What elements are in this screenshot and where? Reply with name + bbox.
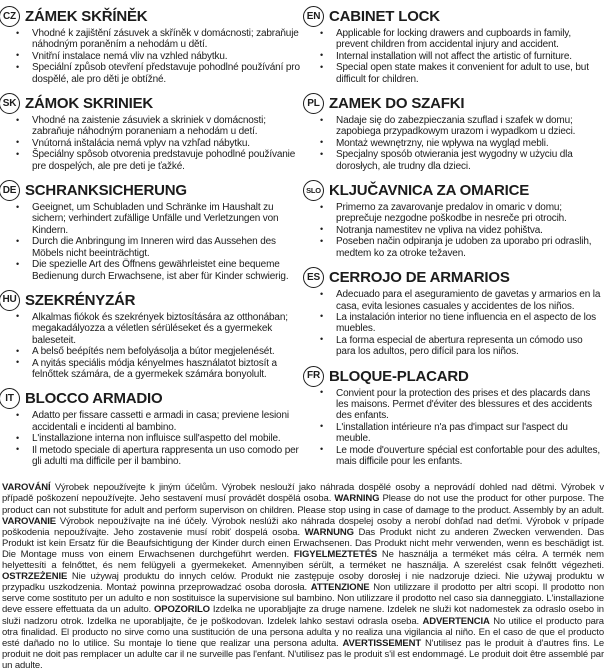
warning-text: Please do not use the product for other purpose. The product can not substitute for adult and perform supervison on children. Please stop using in case of damage to the product. Assembly by an adult. (2, 493, 604, 516)
language-section-es (304, 267, 608, 357)
language-badge-icon (0, 290, 20, 311)
warning-label: VAROVANIE (2, 515, 56, 527)
left-column (0, 6, 304, 475)
language-code: EN (306, 10, 321, 22)
bullet-item: • Notranja namestitev ne vpliva na videz pohištva. (304, 225, 608, 236)
warning-label: WARNING (334, 493, 380, 505)
section-header (304, 366, 608, 387)
language-badge-icon (303, 6, 324, 27)
bullet-item: • Applicable for locking drawers and cupboards in family, prevent children from accidental injury and accident. (304, 28, 608, 51)
warning-text: Výrobek nepoužívejte k jiným účelům. Výrobek neslouží jako náhrada dospělé osoby a neprovádí dohled nad dětmi. Výrobek v případě poškození nepoužívejte. Jeho sestavení musí provádět dospělá osoba. (2, 482, 604, 505)
language-section-en (304, 6, 608, 85)
bullet-item: • A nyitás speciális módja kényelmes használatot biztosít a felnőttek számára, de a gyermekek számára bonyolult. (0, 358, 304, 381)
bullet-item: • Vnútorná inštalácia nemá vplyv na vzhľad nábytku. (0, 138, 304, 149)
bullet-item: • Le mode d'ouverture spécial est confortable pour des adultes, mais difficile pour les enfants. (304, 445, 608, 468)
bullet-list (0, 202, 304, 282)
bullet-item: • Specjalny sposób otwierania jest wygodny w użyciu dla dorosłych, ale trudny dla dzieci. (304, 149, 608, 172)
bullet-item: • Vhodné k zajištění zásuvek a skříněk v domácnosti; zabraňuje náhodným poraněním a nehodám u dětí. (0, 28, 304, 51)
bullet-item: • Nadaje się do zabezpieczania szuflad i szafek w domu; zapobiega przypadkowym urazom i wypadkom u dzieci. (304, 115, 608, 138)
bullet-item: • Primerno za zavarovanje predalov in omaric v domu; preprečuje nezgodne poškodbe in nesreče pri otrocih. (304, 202, 608, 225)
warning-label: FIGYELMEZTETÉS (293, 548, 378, 560)
section-title: SZEKRÉNYZÁR (25, 291, 136, 309)
bullet-item: • Adecuado para el aseguramiento de gavetas y armarios en la casa, evita lesiones casuales y accidentes de los niños. (304, 289, 608, 312)
section-title: KLJUČAVNICA ZA OMARICE (329, 182, 530, 200)
warning-text: Izdelka ne uporabljajte za druge namene. Izdelek ne služi kot nadomestek za odraslo osebo in služi nadzoru otrok. Izdelka ne uporabljajte, če je poškodovan. Izdelek lahko sestavi odrasla oseba. (2, 604, 604, 627)
bullet-item: • Il metodo speciale di apertura rappresenta un uso comodo per gli adulti ma difficile per il bambino. (0, 445, 304, 468)
bullet-item: • Alkalmas fiókok és szekrények biztosítására az otthonában; megakadályozza a véletlen sérüléseket és a gyermekek baleseteit. (0, 312, 304, 346)
language-code: DE (2, 184, 17, 196)
warning-label: OPOZORILO (154, 604, 210, 616)
bullet-item: • La instalación interior no tiene influencia en el aspecto de los muebles. (304, 312, 608, 335)
language-code: ES (307, 271, 320, 283)
bullet-item: • Špeciálny spôsob otvorenia predstavuje pohodlné používanie pre dospelých, ale pre deti je ťažké. (0, 149, 304, 172)
bullet-item: • Internal installation will not affect the artistic of furniture. (304, 51, 608, 62)
language-badge-icon (0, 6, 20, 27)
language-section-fr (304, 366, 608, 468)
language-section-de (0, 180, 304, 282)
language-code: SLO (306, 185, 321, 195)
warning-text: Non utilizzare il prodotto per altri scopi. Il prodotto non serve come sostituto per un adulto e non sostituisce la supervisione sul bambino. Non utilizzare il prodotto nel caso sia danneggiato. L'installazione deve essere effettuata da un adulto. (2, 582, 604, 616)
bullet-item: • Special open state makes it convenient for adult to use, but difficult for children. (304, 62, 608, 85)
language-code: CZ (3, 10, 16, 22)
section-header (0, 180, 304, 201)
section-header (304, 267, 608, 288)
language-section-slo (304, 180, 608, 259)
section-header (0, 6, 304, 27)
section-header (304, 93, 608, 114)
bullet-item: • Convient pour la protection des prises et des placards dans les maisons. Permet d'éviter des blessures et des accidents des enfants. (304, 388, 608, 422)
bullet-item: • Poseben način odpiranja je udoben za uporabo pri odraslih, medtem ko za otroke težaven. (304, 236, 608, 259)
bullet-list (0, 28, 304, 85)
bullet-list (304, 28, 608, 85)
bullet-item: • Durch die Anbringung im Inneren wird das Aussehen des Möbels nicht beeinträchtigt. (0, 236, 304, 259)
section-title: BLOCCO ARMADIO (25, 390, 163, 408)
language-badge-icon (303, 180, 324, 201)
warning-label: WARNUNG (304, 526, 354, 538)
language-code: SK (2, 97, 17, 109)
bullet-list (304, 202, 608, 259)
warning-label: ATTENZIONE (310, 582, 370, 594)
bullet-list (0, 115, 304, 172)
warning-label: VAROVÁNÍ (2, 482, 51, 494)
language-code: HU (2, 294, 17, 306)
warning-text: Nie używaj produktu do innych celów. Produkt nie zastępuje osoby dorosłej i nie nadzoruje dzieci. Nie używaj produktu w przypadku uszkodzenia. Montaż powinna przeprowadzać osoba dorosła. (2, 571, 604, 594)
bullet-list (304, 388, 608, 468)
language-badge-icon (0, 388, 20, 409)
language-section-cz (0, 6, 304, 85)
bullet-item: • Montaż wewnętrzny, nie wpływa na wygląd mebli. (304, 138, 608, 149)
language-code: IT (5, 392, 14, 404)
right-column (304, 6, 608, 475)
bullet-list (304, 115, 608, 172)
language-section-sk (0, 93, 304, 172)
section-title: SCHRANKSICHERUNG (25, 182, 187, 200)
language-section-it (0, 388, 304, 467)
language-badge-icon (303, 267, 324, 288)
section-header (304, 180, 608, 201)
section-title: ZÁMOK SKRINIEK (25, 95, 154, 113)
bullet-item: • Adatto per fissare cassetti e armadi in casa; previene lesioni accidentali e incidenti al bambino. (0, 410, 304, 433)
bullet-item: • La forma especial de abertura representa un cómodo uso para los adultos, pero difícil para los niños. (304, 335, 608, 358)
bullet-item: • Geeignet, um Schubladen und Schränke im Haushalt zu sichern; verhindert zufällige Unfälle und Verletzungen von Kindern. (0, 202, 304, 236)
warning-text: Výrobok nepoužívajte na iné účely. Výrobok neslúži ako náhrada dospelej osoby a nerobí dohľad nad deťmi. Výrobok v prípade poškodenia nepoužívajte. Jeho zostavenie musí robiť dospelá osoba. (2, 515, 604, 538)
language-section-hu (0, 290, 304, 380)
section-header (304, 6, 608, 27)
warning-paragraph (0, 482, 606, 671)
bullet-item: • A belső beépítés nem befolyásolja a bútor megjelenését. (0, 346, 304, 357)
warning-text: N'utilisez pas le produit à d'autres fins. Le produit ne doit pas remplacer un adulte car il ne surveille pas l'enfant. N'utilisez pas le produit s'il est endommagé. Le produit doit être assemblé par un adulte. (2, 637, 604, 671)
bullet-item: • Die spezielle Art des Öffnens gewährleistet eine bequeme Bedienung durch Erwachsene, ist aber für Kinder schwierig. (0, 259, 304, 282)
bullet-list (0, 312, 304, 380)
section-title: ZÁMEK SKŘÍNĚK (25, 8, 148, 25)
bullet-item: • Vhodné na zaistenie zásuviek a skriniek v domácnosti; zabraňuje náhodným poraneniam a nehodám u detí. (0, 115, 304, 138)
section-title: ZAMEK DO SZAFKI (329, 95, 465, 113)
warning-label: AVERTISSEMENT (342, 637, 422, 649)
warning-label: ADVERTENCIA (422, 615, 490, 627)
language-badge-icon (0, 93, 20, 114)
bullet-list (0, 410, 304, 467)
warning-text: Das Produkt nicht zu anderen Zwecken verwenden. Das Produkt ist kein Ersatz für die Beaufsichtigung der Kinder durch einen Erwachsenen. Das Produkt nicht mehr verwenden, wenn es beschädigt ist. Die Montage muss von einem Erwachsenen durchgeführt werden. (2, 526, 604, 560)
language-badge-icon (303, 93, 324, 114)
section-title: CERROJO DE ARMARIOS (329, 269, 510, 287)
warning-label: OSTRZEŻENIE (2, 571, 68, 583)
section-title: CABINET LOCK (329, 8, 440, 25)
bullet-list (304, 289, 608, 357)
language-badge-icon (303, 366, 324, 387)
section-title: BLOQUE-PLACARD (329, 367, 469, 385)
section-header (0, 93, 304, 114)
language-badge-icon (0, 180, 20, 201)
bullet-item: • Vnitřní instalace nemá vliv na vzhled nábytku. (0, 51, 304, 62)
bullet-item: • Speciální způsob otevření představuje pohodlné používání pro dospělé, ale pro děti je obtížné. (0, 62, 304, 85)
section-header (0, 290, 304, 311)
language-section-pl (304, 93, 608, 172)
bullet-item: • L'installazione interna non influisce sull'aspetto del mobile. (0, 433, 304, 444)
bullet-item: • L'installation intérieure n'a pas d'impact sur l'aspect du meuble. (304, 422, 608, 445)
warning-text: Ne használja a terméket más célra. A termék nem helyettesíti a felnőttet, és nem felügyeli a gyermekeket. Amennyiben sérült, a terméket ne használja. A szerelést csak felnőtt végezheti. (2, 548, 604, 572)
section-header (0, 388, 304, 409)
warning-text: No utilice el producto para otra finalidad. El producto no sirve como una sustitución de una persona adulta y no realiza una vigilancia al niño. En el caso de que el producto esté dañado no lo utilice. Su montaje lo tiene que realizar una persona adulta. (2, 615, 604, 649)
language-code: PL (307, 97, 320, 109)
language-code: FR (307, 370, 320, 382)
language-columns (0, 6, 606, 475)
